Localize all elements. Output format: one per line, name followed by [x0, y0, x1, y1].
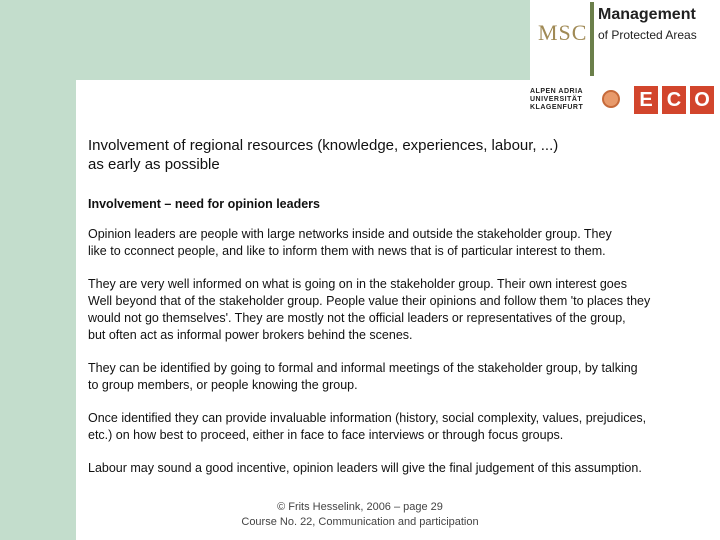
paragraph-line: Opinion leaders are people with large networks inside and outside the stakeholder group. They [88, 227, 612, 241]
eco-letter-e: E [634, 86, 658, 114]
paragraph-line: Once identified they can provide invaluable information (history, social complexity, values, prejudices, [88, 411, 647, 425]
slide-subheading: Involvement – need for opinion leaders [88, 197, 320, 211]
msc-logo [534, 0, 720, 80]
footer-course: Course No. 22, Communication and participation [241, 516, 479, 528]
paragraph-line: like to cconnect people, and like to inform them with news that is of particular interest to them. [88, 244, 606, 258]
eco-letter-o: O [690, 86, 714, 114]
paragraph-line: would not go themselves'. They are mostly not the official leaders or representatives of the group, [88, 311, 626, 325]
divider [76, 90, 77, 540]
paragraph-3 [88, 360, 718, 394]
university-logo-line2: UNIVERSITÄT [530, 96, 583, 103]
headline-line1: Involvement of regional resources (knowledge, experiences, labour, ...) [88, 137, 559, 154]
msc-logo-title-line1: Management [598, 6, 696, 23]
paragraph-line: to group members, or people knowing the group. [88, 378, 358, 392]
slide-footer [0, 500, 720, 530]
headline-line2: as early as possible [88, 156, 220, 173]
paragraph-line: They are very well informed on what is going on in the stakeholder group. Their own interest goes [88, 277, 627, 291]
left-sidebar-band [0, 80, 76, 540]
msc-logo-text: MSC [538, 20, 588, 45]
university-emblem-icon [602, 90, 620, 108]
paragraph-2 [88, 276, 718, 344]
paragraph-5 [88, 460, 718, 477]
slide-headline [88, 136, 718, 174]
paragraph-line: Labour may sound a good incentive, opinion leaders will give the final judgement of this assumption. [88, 461, 642, 475]
eco-letter-c: C [662, 86, 686, 114]
msc-logo-title-line2: of Protected Areas [598, 28, 697, 42]
university-logo-line1: ALPEN ADRIA [530, 88, 584, 95]
paragraph-line: Well beyond that of the stakeholder group. People value their opinions and follow them 'to places they [88, 294, 651, 308]
paragraph-line: They can be identified by going to formal and informal meetings of the stakeholder group, by talking [88, 361, 638, 375]
university-logo [530, 88, 624, 118]
slide-content [88, 136, 718, 493]
paragraph-4 [88, 410, 718, 444]
header-band [0, 0, 530, 80]
footer-copyright: © Frits Hesselink, 2006 – page 29 [277, 501, 443, 513]
paragraph-line: but often act as informal power brokers behind the scenes. [88, 328, 413, 342]
university-logo-line3: KLAGENFURT [530, 104, 584, 111]
eco-logo [634, 86, 718, 114]
paragraph-1 [88, 226, 718, 260]
msc-logo-bar [590, 2, 594, 76]
paragraph-line: etc.) on how best to proceed, either in face to face interviews or through focus groups. [88, 428, 564, 442]
